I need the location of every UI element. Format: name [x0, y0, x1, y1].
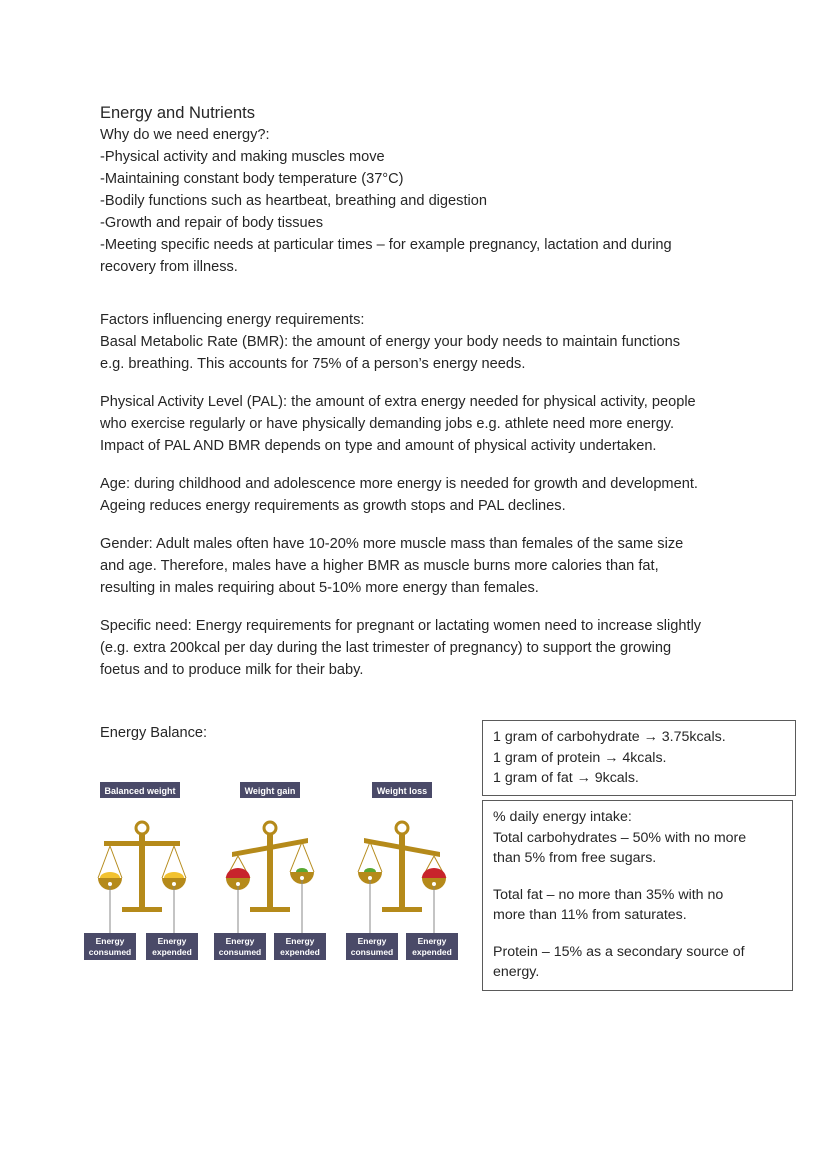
question: Why do we need energy?:: [100, 127, 270, 143]
daily-intake-box: [482, 800, 793, 991]
energy-section: [100, 102, 672, 278]
age-line: Ageing reduces energy requirements as growth stops and PAL declines.: [100, 498, 566, 514]
kcal-line: 1 gram of fat → 9kcals.: [493, 770, 639, 786]
diagram-title: Weight gain: [244, 786, 296, 796]
fat-line: more than 11% from saturates.: [493, 907, 687, 923]
age-line: Age: during childhood and adolescence more energy is needed for growth and development.: [100, 476, 698, 492]
weight-loss-scale: [346, 782, 458, 960]
kcal-box: [482, 720, 796, 796]
weight-gain-scale: [214, 782, 326, 960]
kcal-line: 1 gram of carbohydrate → 3.75kcals.: [493, 729, 726, 745]
carbs-line: Total carbohydrates – 50% with no more: [493, 829, 747, 846]
reason-line: -Meeting specific needs at particular times – for example pregnancy, lactation and during: [100, 237, 672, 253]
svg-text:Energy: Energy: [285, 936, 315, 946]
reason-line: recovery from illness.: [100, 259, 238, 275]
reason-line: -Growth and repair of body tissues: [100, 215, 324, 231]
fat-line: Total fat – no more than 35% with no: [493, 886, 724, 903]
protein-line: Protein – 15% as a secondary source of: [493, 943, 745, 960]
carbs-line: than 5% from free sugars.: [493, 850, 657, 866]
svg-text:expended: expended: [280, 947, 320, 957]
factors-heading: Factors influencing energy requirements:: [100, 312, 365, 328]
bmr-line: e.g. breathing. This accounts for 75% of a person’s energy needs.: [100, 356, 526, 372]
kcal-line: 1 gram of protein → 4kcals.: [493, 749, 667, 766]
svg-text:Energy: Energy: [157, 936, 187, 946]
diagram-title: Balanced weight: [104, 786, 176, 796]
reason-line: -Maintaining constant body temperature (37°C): [100, 171, 404, 187]
gender-line: resulting in males requiring about 5-10% more energy than females.: [100, 580, 539, 596]
specific-line: (e.g. extra 200kcal per day during the last trimester of pregnancy) to support the growing: [100, 640, 672, 656]
svg-text:expended: expended: [412, 947, 452, 957]
page-title: Energy and Nutrients: [100, 104, 256, 122]
svg-text:consumed: consumed: [350, 947, 394, 957]
specific-line: foetus and to produce milk for their baby.: [100, 662, 364, 678]
svg-text:expended: expended: [152, 947, 192, 957]
energy-balance-label: [100, 722, 207, 744]
factors-section: [100, 309, 701, 681]
specific-line: Specific need: Energy requirements for pregnant or lactating women need to increase slightly: [100, 618, 702, 634]
diagram-title: Weight loss: [376, 786, 428, 796]
svg-text:Energy: Energy: [417, 936, 447, 946]
svg-text:Energy: Energy: [225, 936, 255, 946]
svg-text:consumed: consumed: [218, 947, 262, 957]
balanced-weight-scale: [84, 782, 198, 960]
protein-line: energy.: [493, 964, 540, 980]
reason-line: -Physical activity and making muscles move: [100, 149, 385, 165]
pal-line: Physical Activity Level (PAL): the amount of extra energy needed for physical activity, people: [100, 394, 696, 410]
reason-line: -Bodily functions such as heartbeat, breathing and digestion: [100, 193, 487, 209]
intake-heading: % daily energy intake:: [493, 809, 632, 825]
gender-line: Gender: Adult males often have 10-20% more muscle mass than females of the same size: [100, 536, 684, 552]
energy-balance-text: Energy Balance:: [100, 725, 208, 741]
pal-line: who exercise regularly or have physically demanding jobs e.g. athlete need more energy.: [100, 416, 675, 432]
svg-text:consumed: consumed: [88, 947, 132, 957]
energy-balance-diagram: [82, 780, 462, 965]
gender-line: and age. Therefore, males have a higher BMR as muscle burns more calories than fat,: [100, 558, 659, 574]
svg-text:Energy: Energy: [357, 936, 387, 946]
bmr-line: Basal Metabolic Rate (BMR): the amount of energy your body needs to maintain functions: [100, 334, 681, 350]
pal-line: Impact of PAL AND BMR depends on type and amount of physical activity undertaken.: [100, 438, 657, 454]
svg-text:Energy: Energy: [95, 936, 125, 946]
